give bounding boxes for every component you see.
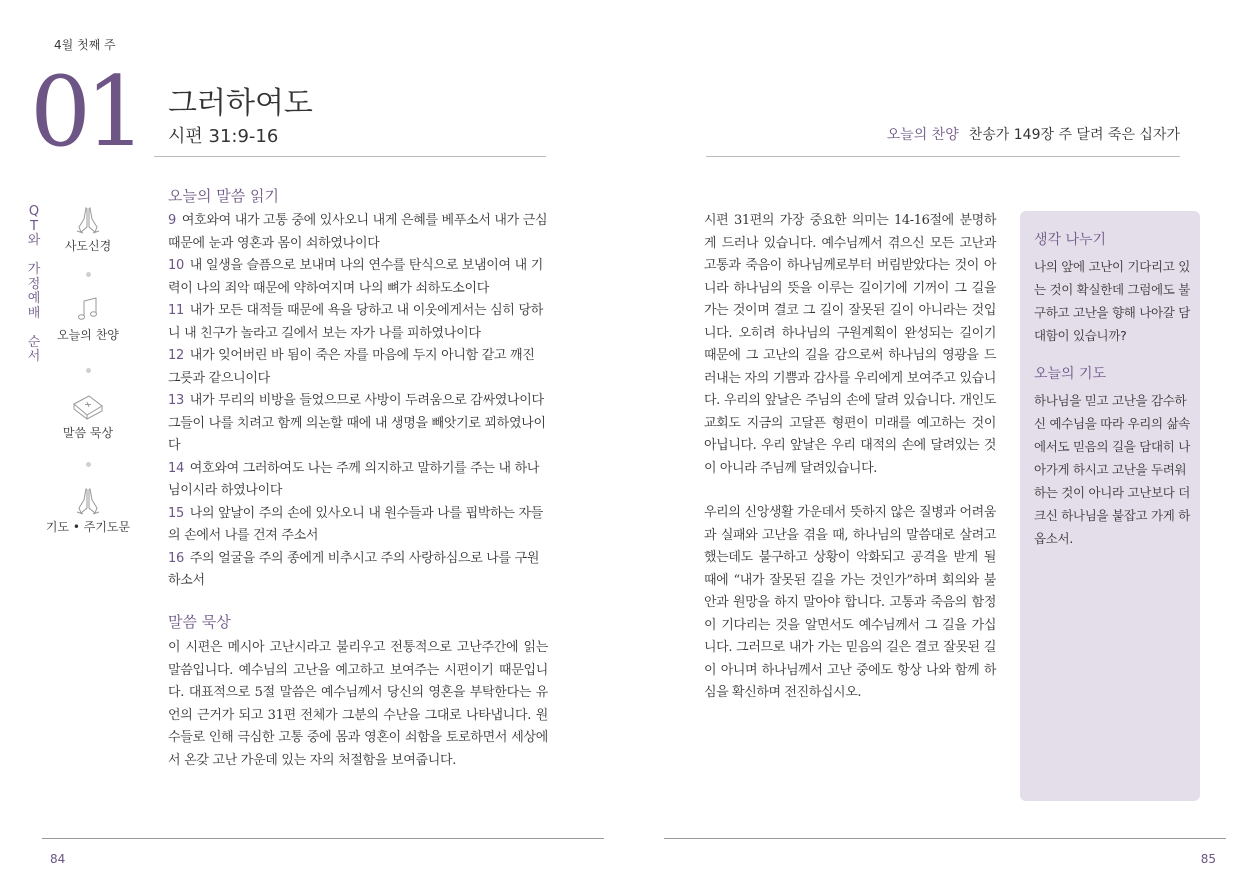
- verse-text: 여호와여 그러하여도 나는 주께 의지하고 말하기를 주는 내 하나님이시라 하였나이다: [168, 460, 540, 498]
- separator-dot: [86, 368, 91, 373]
- verse-number: 13: [168, 393, 184, 408]
- scripture-reference: 시편 31:9-16: [168, 126, 279, 147]
- meditation-heading: 말씀 묵상: [168, 613, 231, 631]
- separator-dot: [86, 462, 91, 467]
- verse-number: 15: [168, 505, 184, 521]
- sidebar-item-label: 사도신경: [64, 239, 112, 253]
- verse-item: [168, 345, 548, 390]
- meditation-text: 이 시편은 메시아 고난시라고 불리우고 전통적으로 고난주간에 읽는 말씀입니다. 예수님의 고난을 예고하고 보여주는 시편이기 때문입니다. 대표적으로 5절 말씀은 예수님께서 당신의 영혼을 부탁한다는 유언의 근거가 되고 31편 전체가 그분의 수난을 그대로 나타냅니다. 원수들로 인해 극심한 고통 중에 몸과 영혼이 쇠함을 토로하면서 세상에서 온갖 고난 가운데 있는 자의 처절함을 보여줍니다.: [168, 640, 548, 768]
- vertical-order-label: Q T 와 가 정 예 배 순 서: [27, 204, 41, 364]
- verse-number: 16: [168, 550, 184, 566]
- prayer-text: 하나님을 믿고 고난을 감수하신 예수님을 따라 우리의 삶속에서도 믿음의 길을 담대히 나아가게 하시고 고난을 두려워하는 것이 아니라 고난보다 더 크신 하나님을 붙잡고 가게 하옵소서.: [1034, 393, 1190, 546]
- praying-hands-icon: [72, 205, 104, 235]
- sidebar-item-hymn: [38, 296, 138, 343]
- verse-number: 11: [168, 303, 184, 318]
- verse-text: 여호와여 내가 고통 중에 있사오니 내게 은혜를 베푸소서 내가 근심 때문에 눈과 영혼과 몸이 쇠하였나이다: [168, 213, 548, 251]
- verse-text: 내 일생을 슬픔으로 보내며 나의 연수를 탄식으로 보냄이여 내 기력이 나의 죄악 때문에 약하여지며 나의 뼈가 쇠하도소이다: [168, 258, 543, 296]
- reading-heading: 오늘의 말씀 읽기: [168, 187, 279, 205]
- day-number: 01: [30, 56, 141, 168]
- divider: [706, 156, 1180, 157]
- verse-item: [168, 503, 548, 548]
- hymn-text: 찬송가 149장 주 달려 죽은 십자가: [968, 127, 1180, 143]
- bible-icon: [71, 392, 105, 422]
- verse-text: 주의 얼굴을 주의 종에게 비추시고 주의 사랑하심으로 나를 구원하소서: [168, 550, 540, 588]
- page-number-right: 85: [1200, 852, 1216, 866]
- verse-text: 내가 잊어버린 바 됨이 죽은 자를 마음에 두지 아니함 같고 깨진 그릇과 같으니이다: [168, 348, 535, 386]
- praying-hands-icon: [72, 486, 104, 516]
- page-number-left: 84: [50, 852, 66, 866]
- music-note-icon: [72, 296, 104, 324]
- verse-number: 10: [168, 258, 184, 273]
- commentary: [704, 210, 996, 727]
- footer-divider: [42, 838, 604, 839]
- reflection-box: [1020, 211, 1200, 801]
- verse-item: [168, 210, 548, 255]
- divider: [154, 156, 546, 157]
- verse-number: 12: [168, 348, 184, 363]
- verse-text: 내가 모든 대적들 때문에 욕을 당하고 내 이웃에게서는 심히 당하니 내 친구가 놀라고 길에서 보는 자가 나를 피하였나이다: [168, 303, 543, 341]
- sidebar-item-prayer: [38, 486, 138, 535]
- page-title: 그러하여도: [168, 86, 313, 121]
- verse-list: [168, 210, 548, 593]
- sidebar-item-label: 기도 • 주기도문: [45, 520, 131, 534]
- separator-dot: [86, 272, 91, 277]
- verse-item: [168, 458, 548, 503]
- share-text: 나의 앞에 고난이 기다리고 있는 것이 확실한데 그럼에도 불구하고 고난을 향해 나아갈 담대함이 있습니까?: [1034, 259, 1190, 343]
- hymn-label: 오늘의 찬양: [886, 127, 959, 143]
- sidebar-item-creed: [38, 205, 138, 254]
- verse-number: 9: [168, 213, 176, 228]
- hymn-line: [887, 124, 1180, 144]
- week-label: 4월 첫째 주: [54, 38, 116, 52]
- verse-text: 나의 앞날이 주의 손에 있사오니 내 원수들과 나를 핍박하는 자들의 손에서 나를 건져 주소서: [168, 505, 543, 543]
- verse-item: [168, 300, 548, 345]
- verse-item: [168, 390, 548, 458]
- verse-number: 14: [168, 460, 184, 476]
- footer-divider: [664, 838, 1226, 839]
- verse-item: [168, 548, 548, 593]
- sidebar-item-label: 말씀 묵상: [62, 426, 114, 440]
- verse-text: 내가 무리의 비방을 들었으므로 사방이 두려움으로 감싸였나이다 그들이 나를 치려고 함께 의논할 때에 내 생명을 빼앗기로 꾀하였나이다: [168, 393, 546, 453]
- verse-item: [168, 255, 548, 300]
- commentary-paragraph: 우리의 신앙생활 가운데서 뜻하지 않은 질병과 어려움과 실패와 고난을 겪을 때, 하나님의 말씀대로 살려고 했는데도 불구하고 상황이 악화되고 공격을 받게 될 때에 “내가 잘못된 길을 가는 것인가”하며 회의와 불안과 원망을 하지 말아야 합니다. 고통과 죽음의 함정이 기다리는 것을 알면서도 예수님께서 그 길을 가십니다. 그러므로 내가 가는 믿음의 길은 결코 잘못된 길이 아니며 하나님께서 고난 중에도 항상 나와 함께 하심을 확신하며 전진하십시오.: [704, 505, 996, 700]
- sidebar-item-label: 오늘의 찬양: [57, 328, 119, 342]
- prayer-heading: 오늘의 기도: [1034, 366, 1107, 382]
- commentary-paragraph: 시편 31편의 가장 중요한 의미는 14-16절에 분명하게 드러나 있습니다. 예수님께서 겪으신 모든 고난과 고통과 죽음이 하나님께로부터 버림받았다는 것이 아니라 하나님의 뜻을 이루는 길이기에 기꺼이 그 길을 가는 것이며 결코 그 길이 잘못된 길이 아니라는 것입니다. 오히려 하나님의 구원계획이 완성되는 길이기 때문에 그 고난의 길을 감으로써 하나님의 영광을 드러내는 자의 기쁨과 감사를 우리에게 보여주고 있습니다. 우리의 앞날은 주님의 손에 달려 있습니다. 개인도 교회도 지금의 고달픈 형편이 미래를 예고하는 것이 아닙니다. 우리 앞날은 우리 대적의 손에 달려있는 것이 아니라 주님께 달려있습니다.: [704, 213, 996, 476]
- sidebar-item-meditation: [38, 392, 138, 441]
- share-heading: 생각 나누기: [1034, 232, 1107, 248]
